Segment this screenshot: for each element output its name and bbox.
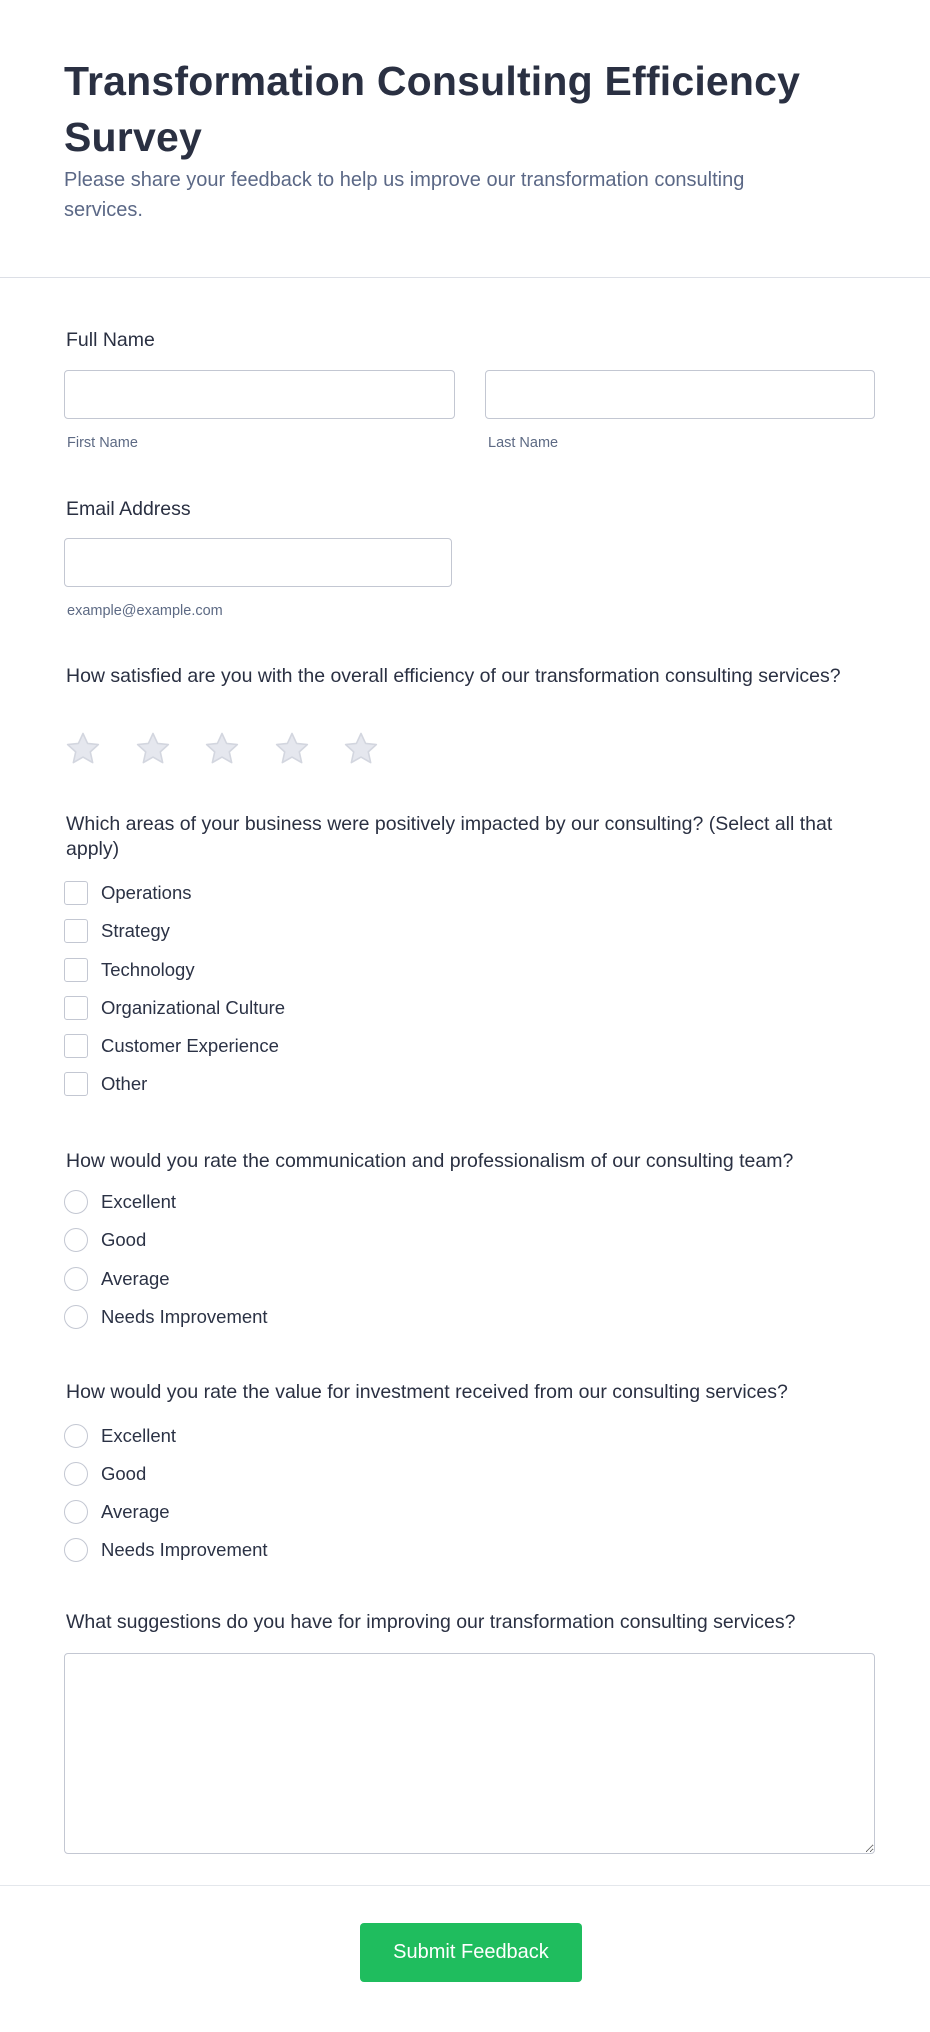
first-name-input[interactable]	[64, 370, 455, 419]
radio-label: Needs Improvement	[101, 1306, 268, 1327]
value-option-good[interactable]	[64, 1461, 146, 1487]
last-name-sublabel: Last Name	[488, 435, 559, 451]
value-option-average[interactable]	[64, 1499, 170, 1525]
rating-question: How satisfied are you with the overall efficiency of our transformation consulting services?	[66, 665, 841, 687]
radio-button[interactable]	[64, 1305, 88, 1329]
communication-option-average[interactable]	[64, 1266, 170, 1292]
communication-option-needs-improvement[interactable]	[64, 1304, 268, 1330]
last-name-input[interactable]	[485, 370, 875, 419]
suggestions-textarea[interactable]	[64, 1653, 875, 1854]
checkbox-label: Organizational Culture	[101, 997, 286, 1018]
radio-label: Good	[101, 1229, 147, 1250]
radio-button[interactable]	[64, 1462, 88, 1486]
communication-option-good[interactable]	[64, 1227, 146, 1253]
star-icon[interactable]	[203, 730, 241, 768]
checkbox-option-operations[interactable]	[64, 880, 192, 906]
page-title: Transformation Consulting Efficiency Survey	[64, 58, 801, 160]
radio-button[interactable]	[64, 1267, 88, 1291]
communication-option-excellent[interactable]	[64, 1189, 176, 1215]
radio-label: Excellent	[101, 1425, 177, 1446]
impact-areas-question: Which areas of your business were positively impacted by our consulting? (Select all that apply)	[66, 813, 833, 860]
communication-question: How would you rate the communication and professionalism of our consulting team?	[66, 1150, 794, 1172]
checkbox[interactable]	[64, 1072, 88, 1096]
checkbox[interactable]	[64, 881, 88, 905]
star-icon[interactable]	[64, 730, 102, 768]
email-hint: example@example.com	[67, 603, 223, 619]
first-name-sublabel: First Name	[67, 435, 138, 451]
checkbox-option-customer-experience[interactable]	[64, 1033, 279, 1059]
checkbox[interactable]	[64, 996, 88, 1020]
value-option-excellent[interactable]	[64, 1423, 176, 1449]
suggestions-question: What suggestions do you have for improving our transformation consulting services?	[66, 1611, 796, 1633]
checkbox[interactable]	[64, 1034, 88, 1058]
radio-button[interactable]	[64, 1424, 88, 1448]
star-icon[interactable]	[273, 730, 311, 768]
radio-button[interactable]	[64, 1538, 88, 1562]
radio-label: Needs Improvement	[101, 1539, 268, 1560]
header-divider	[0, 277, 930, 278]
checkbox[interactable]	[64, 958, 88, 982]
star-icon[interactable]	[134, 730, 172, 768]
value-option-needs-improvement[interactable]	[64, 1537, 268, 1563]
radio-button[interactable]	[64, 1500, 88, 1524]
radio-label: Average	[101, 1501, 170, 1522]
checkbox-option-strategy[interactable]	[64, 918, 170, 944]
checkbox[interactable]	[64, 919, 88, 943]
radio-button[interactable]	[64, 1228, 88, 1252]
radio-label: Excellent	[101, 1191, 177, 1212]
value-question: How would you rate the value for investment received from our consulting services?	[66, 1381, 788, 1403]
checkbox-label: Operations	[101, 882, 192, 903]
radio-label: Average	[101, 1268, 170, 1289]
email-input[interactable]	[64, 538, 452, 587]
radio-button[interactable]	[64, 1190, 88, 1214]
checkbox-option-organizational-culture[interactable]	[64, 995, 285, 1021]
star-icon[interactable]	[342, 730, 380, 768]
checkbox-label: Technology	[101, 959, 195, 980]
page-subtitle: Please share your feedback to help us improve our transformation consulting services.	[64, 169, 745, 221]
full-name-label: Full Name	[66, 329, 155, 351]
email-label: Email Address	[66, 498, 191, 520]
footer-divider	[0, 1885, 930, 1886]
radio-label: Good	[101, 1463, 147, 1484]
checkbox-label: Other	[101, 1073, 148, 1094]
checkbox-option-other[interactable]	[64, 1071, 147, 1097]
submit-feedback-button[interactable]: Submit Feedback	[360, 1923, 582, 1982]
star-rating	[64, 730, 412, 768]
checkbox-option-technology[interactable]	[64, 957, 195, 983]
checkbox-label: Strategy	[101, 920, 170, 941]
checkbox-label: Customer Experience	[101, 1035, 279, 1056]
